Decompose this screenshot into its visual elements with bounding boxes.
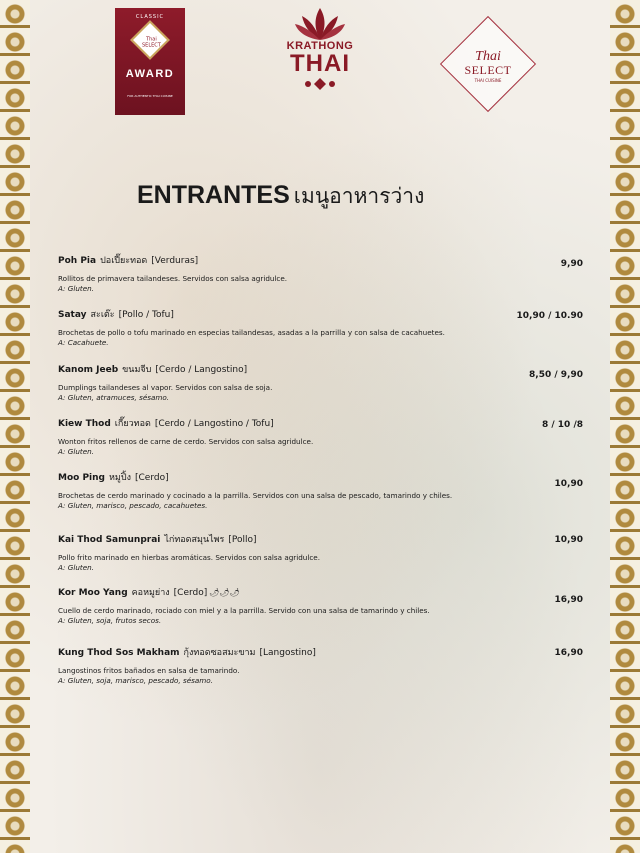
item-protein-tag: [Pollo] — [228, 535, 257, 545]
item-thai-name: คอหมูย่าง — [131, 588, 170, 598]
item-price: 10,90 — [554, 479, 583, 489]
award-subtitle: FOR AUTHENTIC THAI CUISINE — [127, 94, 173, 98]
item-protein-tag: [Cerdo] — [173, 588, 208, 598]
item-price: 8,50 / 9,90 — [529, 370, 583, 380]
item-price: 16,90 — [554, 595, 583, 605]
award-badge-logo — [115, 8, 185, 115]
item-name: Satay — [58, 310, 87, 320]
item-thai-name: กุ้งทอดซอสมะขาม — [183, 648, 256, 658]
ornament-icon — [300, 76, 340, 92]
item-name: Moo Ping — [58, 473, 105, 483]
item-allergens: A: Gluten. — [58, 447, 94, 456]
item-description: Dumplings tailandeses al vapor. Servidos con salsa de soja. — [58, 383, 273, 392]
menu-item — [58, 364, 583, 403]
section-title: ENTRANTES — [137, 181, 290, 209]
menu-item — [58, 472, 583, 511]
chili-icon: 🌶🌶🌶 — [209, 588, 240, 597]
item-thai-name: สะเต๊ะ — [90, 310, 115, 320]
item-price: 16,90 — [554, 648, 583, 658]
section-heading — [137, 180, 424, 213]
item-thai-name: ไก่ทอดสมุนไพร — [164, 535, 225, 545]
item-thai-name: หมูปิ้ง — [109, 473, 131, 483]
menu-item — [58, 647, 583, 686]
select-select-label: SELECT — [464, 63, 512, 77]
item-allergens: A: Gluten. — [58, 284, 94, 293]
decorative-border-left — [0, 0, 30, 853]
item-description: Rollitos de primavera tailandeses. Servidos con salsa agridulce. — [58, 274, 288, 283]
item-allergens: A: Gluten, marisco, pescado, cacahuetes. — [58, 501, 208, 510]
item-allergens: A: Gluten, soja, marisco, pescado, sésamo. — [58, 676, 213, 685]
item-name: Kiew Thod — [58, 419, 111, 429]
item-thai-name: ปอเปี๊ยะทอด — [100, 256, 148, 266]
item-name: Kai Thod Samunprai — [58, 535, 161, 545]
item-price: 10,90 — [554, 535, 583, 545]
thai-select-logo — [438, 14, 538, 114]
decorative-border-right — [610, 0, 640, 853]
menu-item — [58, 418, 583, 457]
item-name: Kung Thod Sos Makham — [58, 648, 180, 658]
award-diamond-icon — [130, 20, 170, 60]
item-description: Brochetas de cerdo marinado y cocinado a la parrilla. Servidos con una salsa de pescado, tamarindo y chiles. — [58, 491, 453, 500]
item-thai-name: ขนมจีบ — [122, 365, 152, 375]
item-thai-name: เกี๊ยวทอด — [114, 419, 151, 429]
item-protein-tag: [Pollo / Tofu] — [118, 310, 174, 320]
award-classic-label: CLASSIC — [135, 14, 165, 20]
menu-item — [58, 309, 583, 348]
select-thai-label: Thai — [475, 49, 501, 64]
item-description: Brochetas de pollo o tofu marinado en especias tailandesas, asadas a la parrilla y con salsa de cacahuetes. — [58, 328, 445, 337]
item-allergens: A: Gluten. — [58, 563, 94, 572]
item-name: Kor Moo Yang — [58, 588, 128, 598]
menu-item — [58, 534, 583, 573]
item-allergens: A: Cacahuete. — [58, 338, 109, 347]
item-description: Cuello de cerdo marinado, rociado con miel y a la parrilla. Servido con una salsa de tamarindo y chiles. — [58, 606, 430, 615]
item-protein-tag: [Cerdo] — [134, 473, 169, 483]
item-protein-tag: [Cerdo / Langostino] — [155, 365, 248, 375]
item-allergens: A: Gluten, atramuces, sésamo. — [58, 393, 170, 402]
lotus-icon — [294, 6, 346, 42]
brand-name-line1: KRATHONG — [286, 40, 354, 52]
item-allergens: A: Gluten, soja, frutos secos. — [58, 616, 162, 625]
item-name: Poh Pia — [58, 256, 97, 266]
item-description: Langostinos fritos bañados en salsa de tamarindo. — [58, 666, 240, 675]
restaurant-logo — [275, 6, 365, 114]
select-cuisine-label: THAI CUISINE — [474, 78, 502, 83]
item-protein-tag: [Cerdo / Langostino / Tofu] — [154, 419, 274, 429]
item-protein-tag: [Verduras] — [151, 256, 199, 266]
brand-name-line2: THAI — [290, 50, 350, 77]
item-price: 9,90 — [560, 259, 583, 269]
menu-item — [58, 587, 583, 626]
item-price: 8 / 10 /8 — [541, 420, 583, 430]
menu-item — [58, 255, 583, 294]
award-label: AWARD — [125, 68, 175, 80]
award-mini-label: Thai SELECT — [141, 36, 161, 49]
item-protein-tag: [Langostino] — [259, 648, 316, 658]
item-description: Pollo frito marinado en hierbas aromáticas. Servidos con salsa agridulce. — [58, 553, 321, 562]
item-description: Wonton fritos rellenos de carne de cerdo. Servidos con salsa agridulce. — [58, 437, 314, 446]
item-name: Kanom Jeeb — [58, 365, 119, 375]
section-thai-title: เมนูอาหารว่าง — [293, 185, 425, 208]
item-price: 10,90 / 10.90 — [516, 311, 583, 321]
